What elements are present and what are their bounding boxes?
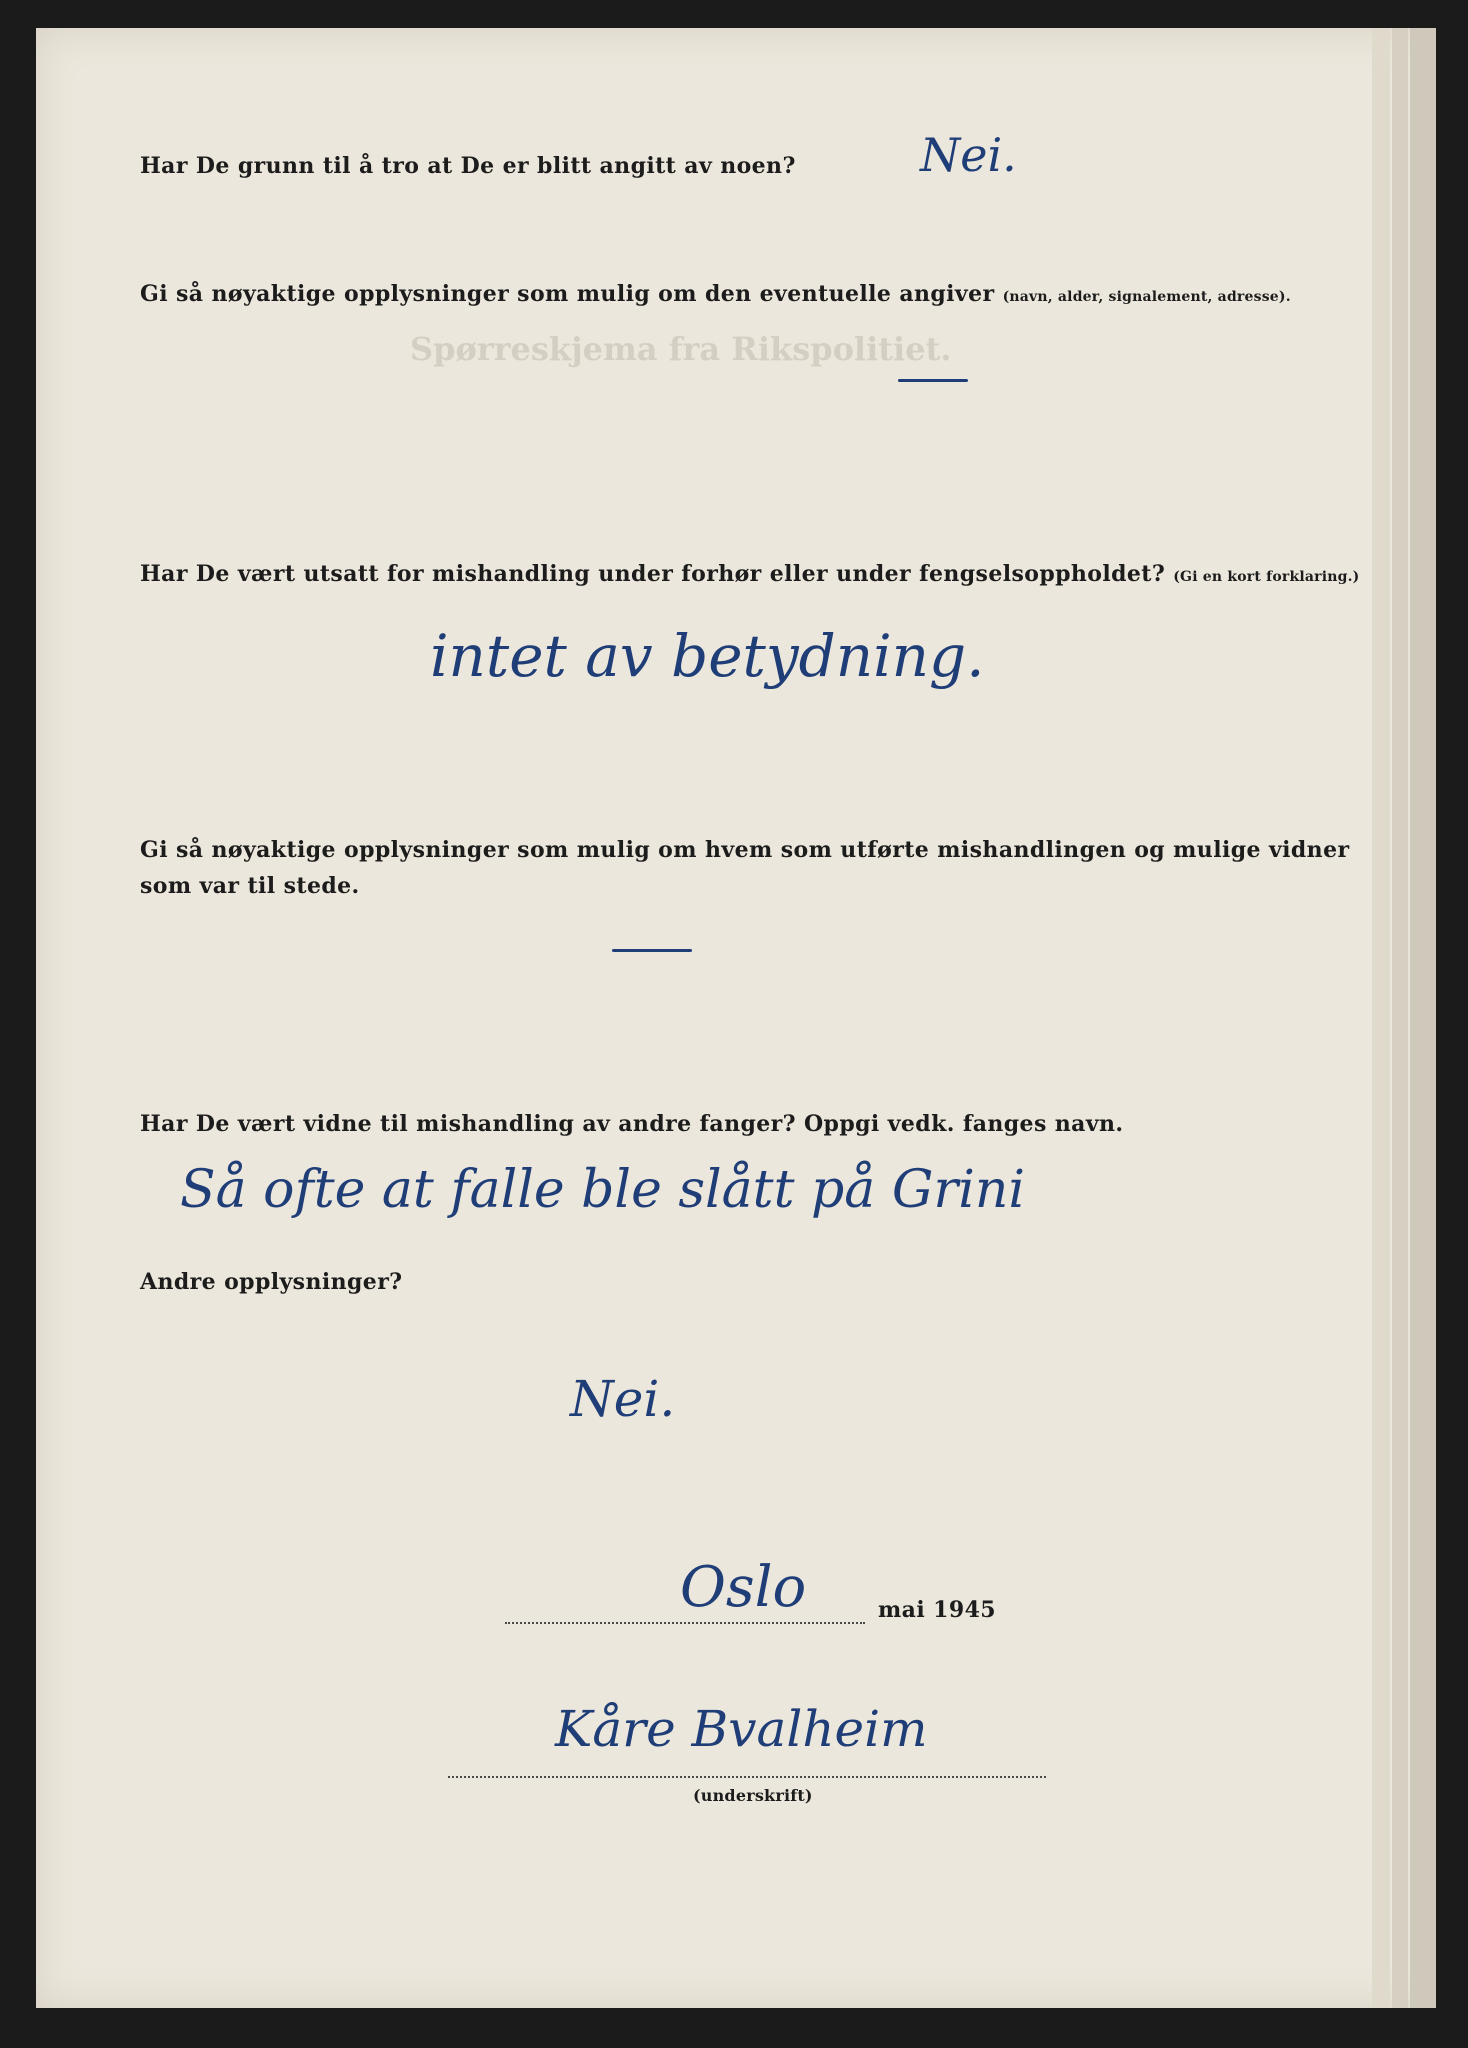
answer-vidne: Så ofte at falle ble slått på Grini <box>180 1160 1025 1220</box>
question-mishandling-text: Har De vært utsatt for mishandling under forhør eller under fengselsoppholdet? <box>140 561 1166 587</box>
bleed-through-heading: Spørreskjema fra Rikspolitiet. <box>410 330 952 368</box>
question-vidne: Har De vært vidne til mishandling av andre fanger? Oppgi vedk. fanges navn. <box>140 1111 1124 1137</box>
answer-angiver-dash <box>898 379 968 382</box>
question-angiver-text: Gi så nøyaktige opplysninger som mulig om den eventuelle angiver <box>140 281 995 307</box>
page-edge <box>1392 28 1408 2008</box>
answer-utforte-dash <box>612 949 692 952</box>
date-printed: mai 1945 <box>878 1597 996 1623</box>
page-edge <box>1410 28 1436 2008</box>
place-handwritten: Oslo <box>680 1555 807 1620</box>
question-utforte-line1: Gi så nøyaktige opplysninger som mulig om hvem som utførte mishandlingen og mulige vidner <box>140 837 1350 863</box>
place-dotted-line <box>505 1622 865 1624</box>
question-angiver-note: (navn, alder, signalement, adresse). <box>1002 289 1291 305</box>
signature-handwritten: Kåre Bvalheim <box>555 1700 928 1758</box>
page-edge <box>1372 28 1390 2008</box>
question-angiver <box>140 278 1291 311</box>
signature-label: (underskrift) <box>693 1786 813 1805</box>
signature-dotted-line <box>448 1776 1046 1778</box>
question-mishandling-note: (Gi en kort forklaring.) <box>1173 569 1360 585</box>
question-angitt: Har De grunn til å tro at De er blitt angitt av noen? <box>140 153 796 179</box>
question-utforte-line2: som var til stede. <box>140 873 360 899</box>
question-andre: Andre opplysninger? <box>140 1269 403 1295</box>
answer-mishandling: intet av betydning. <box>430 622 985 690</box>
answer-angitt: Nei. <box>920 128 1017 182</box>
question-mishandling <box>140 558 1360 591</box>
answer-andre: Nei. <box>570 1370 676 1428</box>
